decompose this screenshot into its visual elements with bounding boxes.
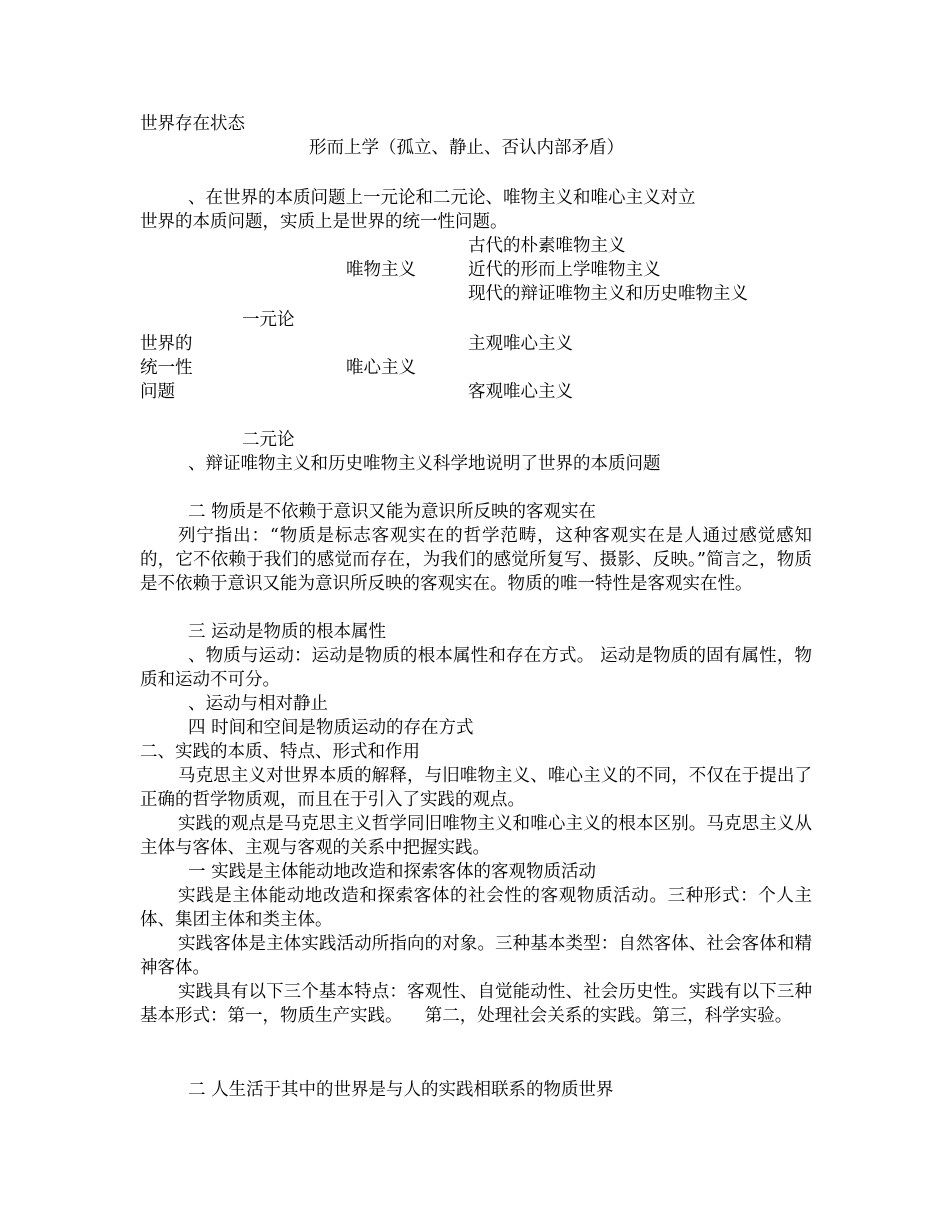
- tree-leaf: 客观唯心主义: [468, 382, 573, 402]
- section-heading: 四 时间和空间是物质运动的存在方式: [188, 718, 474, 738]
- list-item: 、在世界的本质问题上一元论和二元论、唯物主义和唯心主义对立: [188, 188, 696, 208]
- paragraph: 实践的观点是马克思主义哲学同旧唯物主义和唯心主义的根本区别。马克思主义从主体与客体、主观与客观的关系中把握实践。: [140, 814, 812, 858]
- tree-node: 唯心主义: [346, 358, 416, 378]
- tree-root-label: 世界的: [140, 334, 193, 354]
- section-heading: 三 运动是物质的根本属性: [188, 622, 387, 642]
- tree-root-label: 统一性: [140, 358, 193, 378]
- tree-root-label: 问题: [140, 382, 175, 402]
- paragraph: 实践客体是主体实践活动所指向的对象。三种基本类型：自然客体、社会客体和精神客体。: [140, 934, 812, 978]
- section-heading: 二 人生活于其中的世界是与人的实践相联系的物质世界: [188, 1080, 614, 1100]
- tree-leaf: 现代的辩证唯物主义和历史唯物主义: [468, 284, 748, 304]
- list-item: 、辩证唯物主义和历史唯物主义科学地说明了世界的本质问题: [188, 454, 661, 474]
- paragraph: 实践具有以下三个基本特点：客观性、自觉能动性、社会历史性。实践有以下三种基本形式：第一，物质生产实践。 第二，处理社会关系的实践。第三，科学实验。: [140, 982, 812, 1026]
- tree-leaf: 近代的形而上学唯物主义: [468, 260, 661, 280]
- paragraph: 马克思主义对世界本质的解释，与旧唯物主义、唯心主义的不同，不仅在于提出了正确的哲学物质观，而且在于引入了实践的观点。: [140, 766, 812, 810]
- paragraph: 、物质与运动：运动是物质的根本属性和存在方式。 运动是物质的固有属性，物质和运动不可分。: [140, 646, 812, 690]
- list-item: 、运动与相对静止: [188, 694, 328, 714]
- tree-leaf: 古代的朴素唯物主义: [468, 236, 626, 256]
- paragraph: 列宁指出：“物质是标志客观实在的哲学范畴，这种客观实在是人通过感觉感知的，它不依赖于我们的感觉而存在，为我们的感觉所复写、摄影、反映。”简言之，物质是不依赖于意识又能为意识所反映的客观实在。物质的唯一特性是客观实在性。: [140, 526, 812, 594]
- tree-node: 唯物主义: [346, 260, 416, 280]
- tree-node: 一元论: [242, 310, 295, 330]
- section-heading: 一 实践是主体能动地改造和探索客体的客观物质活动: [188, 862, 597, 882]
- tree-node: 二元论: [242, 430, 295, 450]
- paragraph: 实践是主体能动地改造和探索客体的社会性的客观物质活动。三种形式：个人主体、集团主体和类主体。: [140, 886, 812, 930]
- section-heading: 二 物质是不依赖于意识又能为意识所反映的客观实在: [188, 502, 597, 522]
- section-heading: 世界存在状态: [140, 114, 245, 134]
- tree-leaf: 主观唯心主义: [468, 334, 573, 354]
- centered-heading: 形而上学（孤立、静止、否认内部矛盾）: [309, 138, 624, 158]
- paragraph: 世界的本质问题，实质上是世界的统一性问题。: [140, 212, 508, 232]
- chapter-heading: 二、实践的本质、特点、形式和作用: [140, 742, 420, 762]
